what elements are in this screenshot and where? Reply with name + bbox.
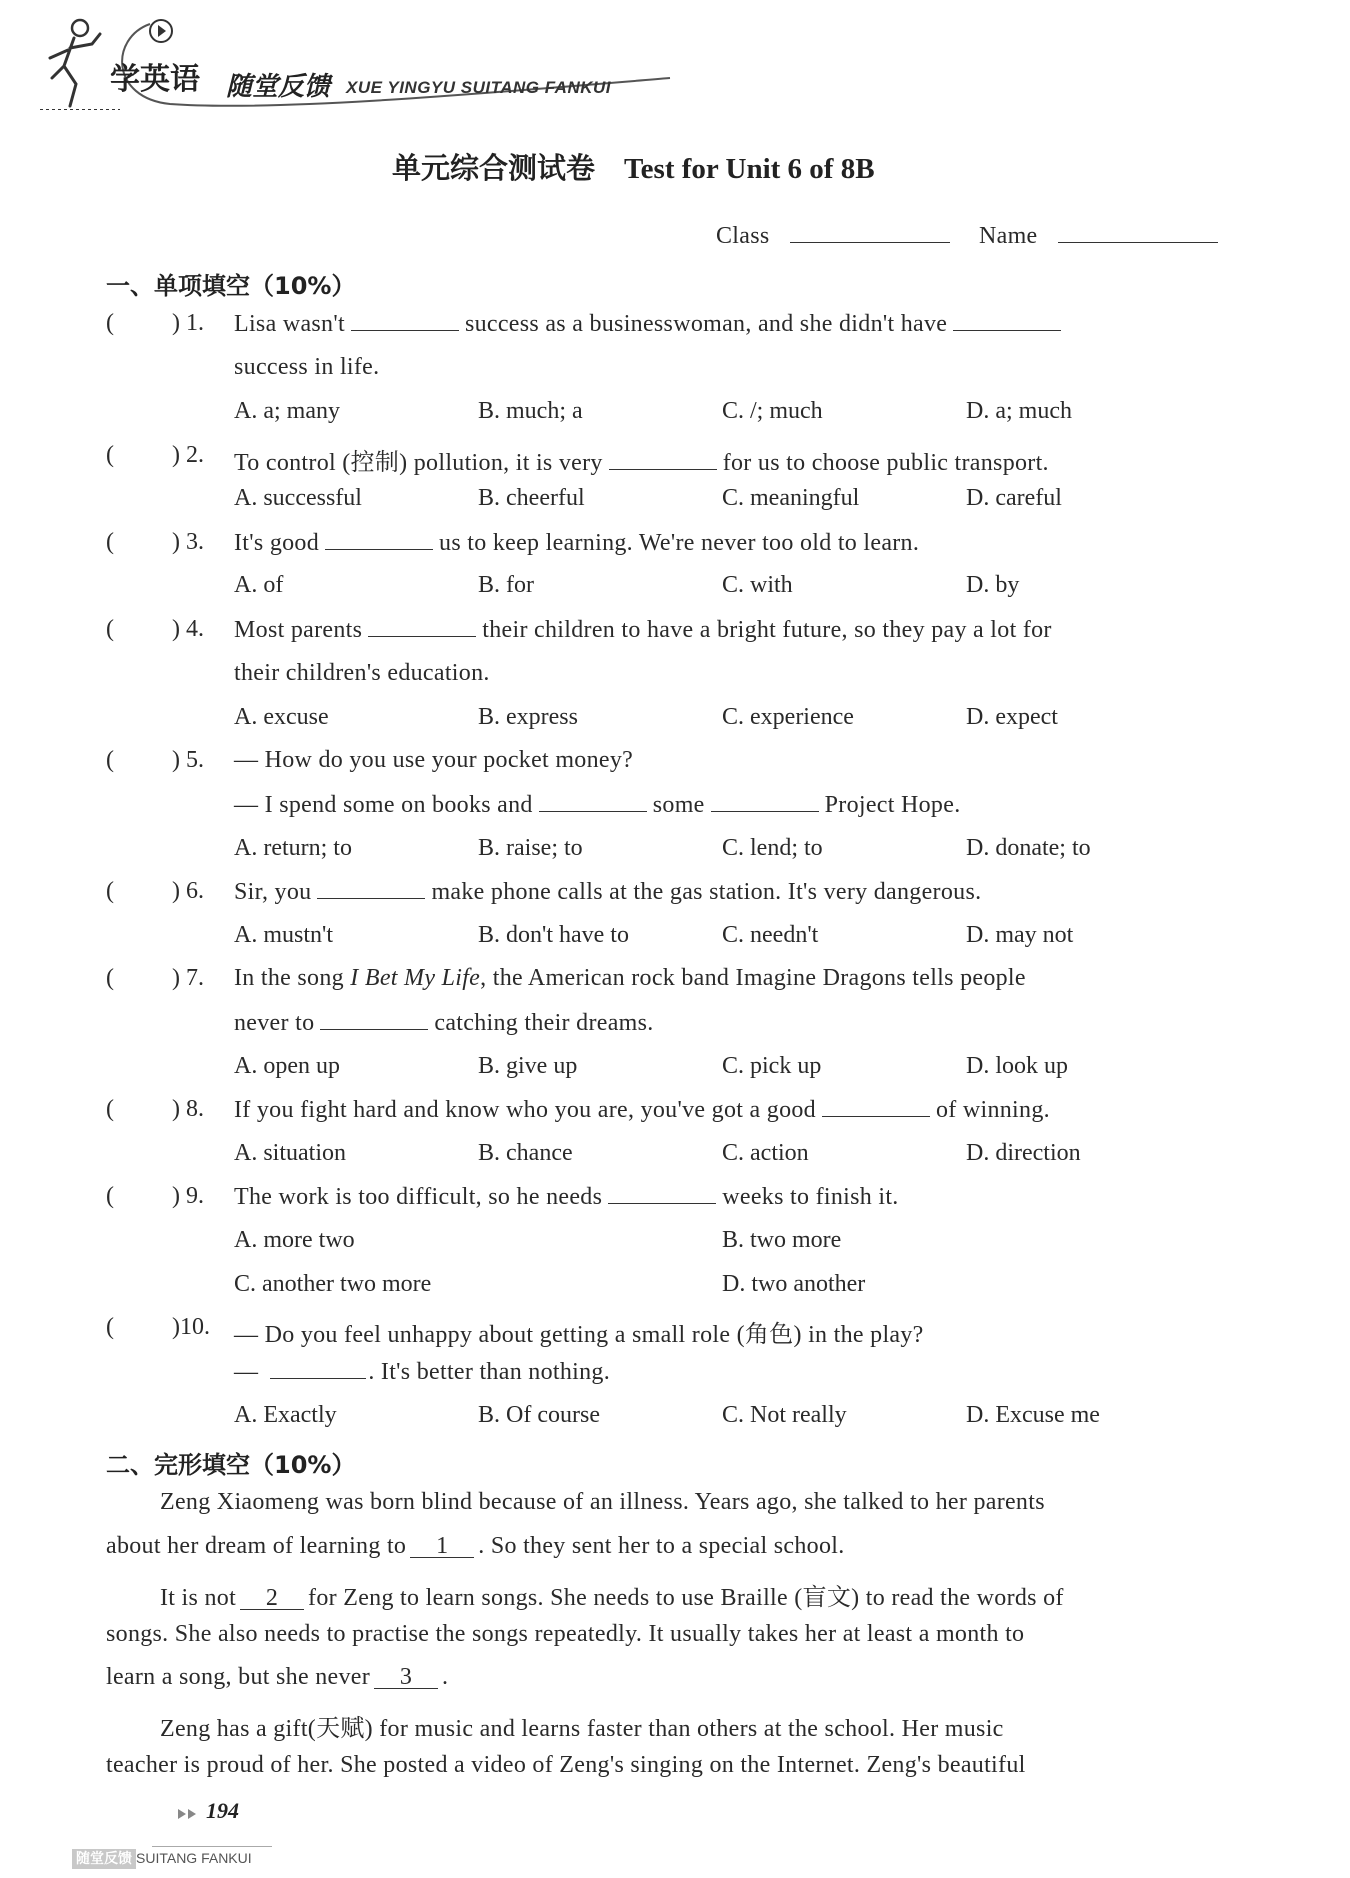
q10-text-c: . It's better than nothing. [368, 1359, 611, 1385]
answer-paren[interactable]: ( [106, 1314, 114, 1340]
footer-box: 随堂反馈 [72, 1849, 136, 1869]
q2-option-d[interactable]: D. careful [966, 485, 1062, 511]
question-number: ) 7. [172, 965, 204, 991]
q5-option-a[interactable]: A. return; to [234, 835, 352, 861]
q2-text-b: for us to choose public transport. [722, 450, 1049, 476]
footer-brand [72, 1848, 252, 1868]
q6-option-b[interactable]: B. don't have to [478, 922, 629, 948]
class-label: Class [716, 223, 770, 249]
q5-text-b: — I spend some on books and [234, 792, 533, 818]
answer-blank[interactable] [325, 529, 433, 550]
question-number: ) 4. [172, 616, 204, 642]
answer-paren[interactable]: ( [106, 878, 114, 904]
q2-option-a[interactable]: A. successful [234, 485, 362, 511]
question-10 [234, 1358, 610, 1386]
passage-text: learn a song, but she never [106, 1664, 371, 1690]
q4-option-d[interactable]: D. expect [966, 704, 1058, 730]
brand-cn-2: 随堂反馈 [226, 72, 331, 102]
q3-option-c[interactable]: C. with [722, 572, 793, 598]
q4-option-c[interactable]: C. experience [722, 704, 854, 730]
name-input-line[interactable] [1058, 218, 1218, 243]
q4-text-a: Most parents [234, 617, 363, 643]
q9-option-c[interactable]: C. another two more [234, 1271, 432, 1297]
song-title: I Bet My Life [350, 965, 481, 991]
q1-text-b: success as a businesswoman, and she didn't have [464, 311, 948, 337]
q4-text-b: their children to have a bright future, so they pay a lot for [482, 617, 1052, 643]
q3-text-a: It's good [234, 530, 320, 556]
passage-line [160, 1577, 1064, 1612]
q8-option-d[interactable]: D. direction [966, 1140, 1081, 1166]
q8-text-b: of winning. [935, 1097, 1050, 1123]
q3-option-b[interactable]: B. for [478, 572, 534, 598]
passage-text: for Zeng to learn songs. She needs to use Braille (盲文) to read the words of [308, 1585, 1064, 1611]
question-4 [234, 616, 1052, 644]
q1-option-d[interactable]: D. a; much [966, 398, 1072, 424]
q6-option-c[interactable]: C. needn't [722, 922, 819, 948]
q2-option-b[interactable]: B. cheerful [478, 485, 585, 511]
q8-option-a[interactable]: A. situation [234, 1140, 346, 1166]
answer-blank[interactable] [822, 1096, 930, 1117]
q7-text-d: catching their dreams. [434, 1010, 654, 1036]
answer-blank[interactable] [953, 310, 1061, 331]
cloze-blank-1[interactable]: 1 [410, 1535, 474, 1558]
header-logo [40, 14, 660, 114]
q7-text-a: In the song [234, 965, 344, 991]
question-2 [234, 442, 1049, 477]
passage-text: It is not [160, 1585, 237, 1611]
answer-paren[interactable]: ( [106, 442, 114, 468]
section-1-heading: 一、单项填空（10%） [106, 272, 356, 300]
question-6 [234, 878, 981, 906]
q5-text-c: some [652, 792, 705, 818]
answer-paren[interactable]: ( [106, 965, 114, 991]
answer-paren[interactable]: ( [106, 616, 114, 642]
brand-en: XUE YINGYU SUITANG FANKUI [346, 78, 612, 97]
name-label: Name [979, 223, 1038, 249]
answer-blank[interactable] [608, 1183, 716, 1204]
answer-paren[interactable]: ( [106, 1096, 114, 1122]
answer-blank[interactable] [317, 878, 425, 899]
q7-option-a[interactable]: A. open up [234, 1053, 340, 1079]
passage-text: . So they sent her to a special school. [478, 1533, 845, 1559]
q10-option-b[interactable]: B. Of course [478, 1402, 600, 1428]
answer-paren[interactable]: ( [106, 1183, 114, 1209]
question-3 [234, 529, 919, 557]
q8-text-a: If you fight hard and know who you are, you've got a good [234, 1097, 816, 1123]
q8-option-b[interactable]: B. chance [478, 1140, 573, 1166]
answer-blank[interactable] [609, 449, 717, 470]
q10-option-d[interactable]: D. Excuse me [966, 1402, 1100, 1428]
question-1 [234, 310, 1067, 338]
answer-paren[interactable]: ( [106, 310, 114, 336]
question-7 [234, 965, 1026, 992]
q1-option-c[interactable]: C. /; much [722, 398, 823, 424]
q2-text-a: To control (控制) pollution, it is very [234, 450, 603, 476]
answer-blank[interactable] [351, 310, 459, 331]
q6-text-a: Sir, you [234, 879, 312, 905]
question-number: )10. [172, 1314, 210, 1340]
q5-text-a: — How do you use your pocket money? [234, 747, 634, 773]
q7-option-b[interactable]: B. give up [478, 1053, 578, 1079]
passage-text: about her dream of learning to [106, 1533, 407, 1559]
q1-option-a[interactable]: A. a; many [234, 398, 340, 424]
question-number: ) 3. [172, 529, 204, 555]
q3-option-d[interactable]: D. by [966, 572, 1020, 598]
footer-en: SUITANG FANKUI [136, 1850, 252, 1866]
section-2-heading: 二、完形填空（10%） [106, 1451, 356, 1479]
q10-text-b: — [234, 1359, 259, 1385]
q9-option-d[interactable]: D. two another [722, 1271, 866, 1297]
q4-option-b[interactable]: B. express [478, 704, 578, 730]
q7-text-c: never to [234, 1010, 315, 1036]
q6-option-d[interactable]: D. may not [966, 922, 1074, 948]
passage-line: teacher is proud of her. She posted a video of Zeng's singing on the Internet. Zeng's beautiful [106, 1752, 1026, 1778]
page-number: 194 [206, 1798, 239, 1823]
passage-line [106, 1533, 845, 1560]
q6-text-b: make phone calls at the gas station. It's very dangerous. [431, 879, 982, 905]
passage-line: Zeng has a gift(天赋) for music and learns faster than others at the school. Her music [160, 1716, 1004, 1742]
question-number: ) 2. [172, 442, 204, 468]
q7-text-b: , the American rock band Imagine Dragons tells people [480, 965, 1026, 991]
q3-option-a[interactable]: A. of [234, 572, 284, 598]
q9-option-b[interactable]: B. two more [722, 1227, 842, 1253]
q5-option-b[interactable]: B. raise; to [478, 835, 583, 861]
q9-text-a: The work is too difficult, so he needs [234, 1184, 603, 1210]
q10-option-c[interactable]: C. Not really [722, 1402, 847, 1428]
q9-option-a[interactable]: A. more two [234, 1227, 355, 1253]
question-9 [234, 1183, 899, 1211]
question-7-cont [234, 1009, 654, 1037]
question-number: ) 8. [172, 1096, 204, 1122]
passage-text: . [442, 1664, 449, 1690]
footer-rule [152, 1846, 272, 1847]
q8-option-c[interactable]: C. action [722, 1140, 809, 1166]
page-title: 单元综合测试卷 Test for Unit 6 of 8B [392, 153, 875, 185]
q7-option-d[interactable]: D. look up [966, 1053, 1068, 1079]
q3-text-b: us to keep learning. We're never too old to learn. [439, 530, 920, 556]
q4-text-c: their children's education. [234, 660, 490, 686]
q1-text-a: Lisa wasn't [234, 311, 345, 337]
answer-blank[interactable] [711, 791, 819, 812]
passage-line: songs. She also needs to practise the songs repeatedly. It usually takes her at least a month to [106, 1621, 1025, 1647]
cloze-blank-3[interactable]: 3 [374, 1666, 438, 1689]
q5-option-c[interactable]: C. lend; to [722, 835, 823, 861]
q9-text-b: weeks to finish it. [722, 1184, 899, 1210]
q10-option-a[interactable]: A. Exactly [234, 1402, 337, 1428]
answer-blank[interactable] [320, 1009, 428, 1030]
answer-blank[interactable] [270, 1358, 366, 1379]
q4-option-a[interactable]: A. excuse [234, 704, 329, 730]
question-number: ) 5. [172, 747, 204, 773]
question-5 [234, 791, 961, 819]
answer-paren[interactable]: ( [106, 529, 114, 555]
q6-option-a[interactable]: A. mustn't [234, 922, 333, 948]
class-field [716, 218, 950, 250]
q7-option-c[interactable]: C. pick up [722, 1053, 822, 1079]
answer-paren[interactable]: ( [106, 747, 114, 773]
question-number: ) 9. [172, 1183, 204, 1209]
q5-option-d[interactable]: D. donate; to [966, 835, 1091, 861]
question-number: ) 6. [172, 878, 204, 904]
passage-line [106, 1664, 448, 1691]
double-arrow-icon [178, 1808, 202, 1820]
q2-option-c[interactable]: C. meaningful [722, 485, 860, 511]
answer-blank[interactable] [539, 791, 647, 812]
question-8 [234, 1096, 1050, 1124]
cloze-blank-2[interactable]: 2 [240, 1587, 304, 1610]
q1-option-b[interactable]: B. much; a [478, 398, 583, 424]
q5-text-d: Project Hope. [824, 792, 961, 818]
q1-text-c: success in life. [234, 354, 380, 380]
passage-line: Zeng Xiaomeng was born blind because of an illness. Years ago, she talked to her parents [160, 1489, 1045, 1515]
name-field [979, 218, 1218, 250]
class-input-line[interactable] [790, 218, 950, 243]
brand-cn: 学英语 [110, 62, 200, 97]
question-number: ) 1. [172, 310, 204, 336]
q10-text-a: — Do you feel unhappy about getting a small role (角色) in the play? [234, 1322, 924, 1348]
answer-blank[interactable] [368, 616, 476, 637]
